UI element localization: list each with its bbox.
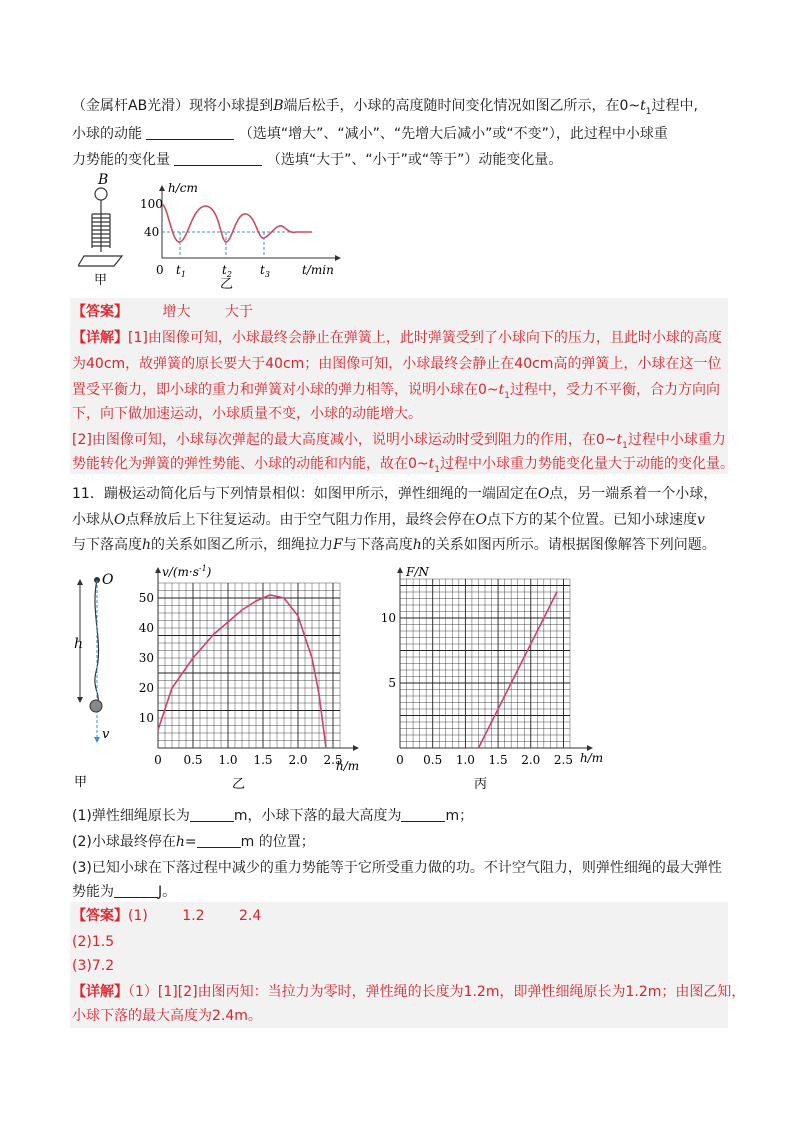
x-tick-label: 2.0 [288, 753, 308, 767]
h-curve [162, 204, 312, 242]
q11-graph-vh [132, 562, 372, 796]
fig-h-label: h [74, 636, 84, 652]
blank-2[interactable] [174, 151, 262, 166]
sub-1: 1 [504, 390, 511, 401]
detail-text: 小球下落的最大高度为2.4m。 [72, 1008, 262, 1024]
q11-line-2 [72, 510, 705, 530]
x-tick-label: 0 [396, 753, 404, 767]
detail-text: 下，向下做加速运动，小球质量不变，小球的动能增大。 [72, 406, 422, 422]
q10-text: 力势能的变化量 [72, 152, 170, 168]
q11-text: = [184, 834, 197, 850]
y-tick-label: 10 [138, 711, 154, 725]
fig-yi-label: 乙 [232, 777, 246, 792]
q10-detail-6 [72, 454, 734, 480]
q11-line-3 [72, 535, 716, 555]
detail-tag: 【详解】 [72, 330, 128, 346]
q11-line-1 [72, 484, 717, 504]
var-b: B [273, 98, 284, 114]
q10-text: （选填“增大”、“减小”、“先增大后减小”或“不变”），此过程中小球重 [238, 126, 668, 142]
x-tick-label: 1.5 [488, 753, 508, 767]
detail-text: 势能转化为弹簧的弹性势能、小球的动能和内能，故在0~ [72, 456, 429, 472]
x-tick-label: 2.5 [553, 753, 574, 767]
y-tick-label: 40 [138, 621, 154, 635]
detail-text: （1）[1][2]由图丙知：当拉力为零时，弹性绳的长度为1.2m，即弹性细绳原长为1.2m；由图乙知， [128, 984, 746, 1000]
blank-6[interactable] [114, 883, 158, 898]
var-o: O [537, 486, 550, 502]
q11-text: 11．蹦极运动简化后与下列情景相似：如图甲所示，弹性细绳的一端固定在 [72, 486, 538, 502]
blank-5[interactable] [197, 833, 241, 848]
fig-v-label: v [102, 727, 110, 742]
fig-jia-label: 甲 [94, 273, 108, 288]
q10-detail-5 [72, 430, 726, 456]
q11-text: 点下方的某个位置。已知小球速度 [486, 512, 697, 528]
t1-label: $t_1$ [176, 263, 186, 279]
q11-part-3b [72, 882, 176, 902]
y-tick-label: 10 [380, 611, 396, 625]
answer-1: 1.2 [182, 908, 205, 924]
q10-line-1 [72, 96, 698, 122]
var-v: v [696, 512, 705, 528]
x-tick-label: 1.0 [455, 753, 475, 767]
x-label: t/min [302, 263, 334, 277]
q10-text: （金属杆AB光滑）现将小球提到 [72, 98, 274, 114]
q10-line-2 [72, 124, 668, 144]
q10-text: （选填“大于”、“小于”或“等于”）动能变化量。 [266, 152, 563, 168]
q11-figure-jia [64, 572, 120, 794]
q11-text: 与下落高度 [72, 537, 142, 553]
sub-1: 1 [434, 464, 441, 475]
q10-line-3 [72, 150, 562, 170]
q11-text: m； [445, 808, 474, 824]
q11-text: 小球从 [72, 512, 114, 528]
y-tick-label: 50 [138, 591, 154, 605]
answer-3: (2)1.5 [72, 934, 115, 950]
var-h: h [175, 834, 185, 850]
q10-detail-3 [72, 380, 720, 406]
var-o: O [475, 512, 487, 528]
q10-text: 端后松手，小球的高度随时间变化情况如图乙所示，在0~ [283, 98, 641, 114]
var-t: t [640, 98, 646, 114]
q11-text: 点，另一端系着一个小球， [549, 486, 718, 502]
x-tick-label: 1.0 [218, 753, 238, 767]
x-label: h/m [580, 751, 604, 765]
fig-yi-label: 乙 [220, 277, 234, 290]
x-ticks [396, 753, 573, 767]
detail-text: [2]由图像可知，小球每次弹起的最大高度减小，说明小球运动时受到阻力的作用，在0~ [72, 432, 617, 448]
var-h: h [412, 537, 422, 553]
detail-text: [1]由图像可知，小球最终会静止在弹簧上，此时弹簧受到了小球向下的压力，且此时小球的高度 [128, 330, 722, 346]
y-tick-label: 30 [138, 651, 154, 665]
fig-jia-label: 甲 [74, 775, 88, 790]
detail-text: 过程中小球重力势能变化量大于动能的变化量。 [440, 456, 735, 472]
t3-label: $t_3$ [260, 263, 270, 279]
blank-3[interactable] [190, 807, 234, 822]
x-tick-label: 0.5 [423, 753, 443, 767]
blank-1[interactable] [146, 125, 234, 140]
answer-2: 大于 [224, 304, 253, 320]
var-h: h [142, 537, 152, 553]
q11-part-2 [72, 832, 315, 852]
var-t: t [428, 456, 435, 472]
detail-tag: 【详解】 [72, 984, 128, 1000]
y-ticks [139, 591, 154, 725]
q11-graph-fh [374, 562, 614, 796]
q11-text: (1)弹性细绳原长为 [72, 808, 190, 824]
q11-text: m 的位置； [240, 834, 315, 850]
x-tick-label: 2.0 [521, 753, 541, 767]
x-ticks [154, 753, 342, 767]
q11-part-1 [72, 806, 473, 826]
y-tick-40: 40 [144, 225, 160, 239]
q11-answer-1 [72, 906, 261, 926]
var-o: O [114, 512, 126, 528]
base [78, 256, 122, 266]
q11-part-3: (3)已知小球在下落过程中减少的重力势能等于它所受重力做的功。不计空气阻力，则弹性细绳的最大弹性 [72, 860, 722, 876]
y-tick-label: 20 [138, 681, 154, 695]
x-tick-label: 0 [154, 753, 162, 767]
q10-text: 过程中, [651, 98, 698, 114]
q11-text: (2)小球最终停在 [72, 834, 176, 850]
q10-detail-1 [72, 328, 722, 348]
x-tick-label: 0.5 [183, 753, 203, 767]
answer-2: 2.4 [239, 908, 262, 924]
answer-tag: 【答案】 [72, 908, 128, 924]
q11-text: m，小球下落的最大高度为 [233, 808, 402, 824]
answer-prefix: (1) [128, 908, 148, 924]
q11-text: 的关系如图丙所示。请根据图像解答下列问题。 [421, 537, 716, 553]
q11-text: 与下落高度 [342, 537, 413, 553]
q10-text: 小球的动能 [72, 126, 142, 142]
var-t: t [498, 382, 505, 398]
origin: 0 [156, 263, 164, 277]
y-tick-100: 100 [140, 197, 163, 211]
var-f: F [333, 537, 343, 553]
x-tick-label: 1.5 [253, 753, 273, 767]
x-tick-label: 2.5 [323, 753, 343, 767]
ball-icon [95, 188, 107, 200]
q11-text: 势能为 [72, 884, 114, 900]
fig-bing-label: 丙 [474, 777, 488, 792]
detail-text: 置受平衡力，即小球的重力和弹簧对小球的弹力相等，说明小球在0~ [72, 382, 499, 398]
fig-o-label: O [102, 572, 114, 588]
answer-tag: 【答案】 [72, 304, 128, 320]
sub-1: 1 [645, 106, 652, 117]
q10-figure-jia [78, 170, 138, 290]
q11-text: 的关系如图乙所示，细绳拉力 [151, 537, 334, 553]
q11-answer-block [70, 902, 746, 1028]
y-label: F/N [406, 565, 429, 579]
q10-answer-block [70, 298, 735, 475]
ball-icon [90, 700, 102, 712]
y-label: h/cm [168, 181, 198, 195]
y-ticks [381, 611, 396, 690]
q10-answer [72, 302, 253, 322]
answer-4: (3)7.2 [72, 958, 115, 974]
grid [400, 579, 570, 748]
t2-label: $t_2$ [222, 263, 232, 279]
detail-text: 过程中，受力不平衡，合力方向向 [510, 382, 721, 398]
q11-text: 点释放后上下往复运动。由于空气阻力作用，最终会停在 [125, 512, 476, 528]
y-label: $v/(m\cdot s^{-1})$ [162, 564, 212, 579]
fig-b-label: B [98, 172, 109, 188]
detail-text: 过程中小球重力 [627, 432, 726, 448]
x-label: h/m [336, 759, 360, 773]
var-t: t [616, 432, 623, 448]
y-tick-label: 5 [388, 676, 396, 690]
q10-graph-ht [140, 180, 350, 290]
q11-text: J。 [158, 884, 177, 900]
blank-4[interactable] [401, 807, 445, 822]
q11-detail-1 [72, 982, 745, 1002]
answer-1: 增大 [162, 304, 191, 320]
detail-text: 为40cm，故弹簧的原长要大于40cm；由图像可知，小球最终会静止在40cm高的弹簧上，小球在这一位 [72, 356, 722, 372]
sub-1: 1 [622, 440, 628, 451]
